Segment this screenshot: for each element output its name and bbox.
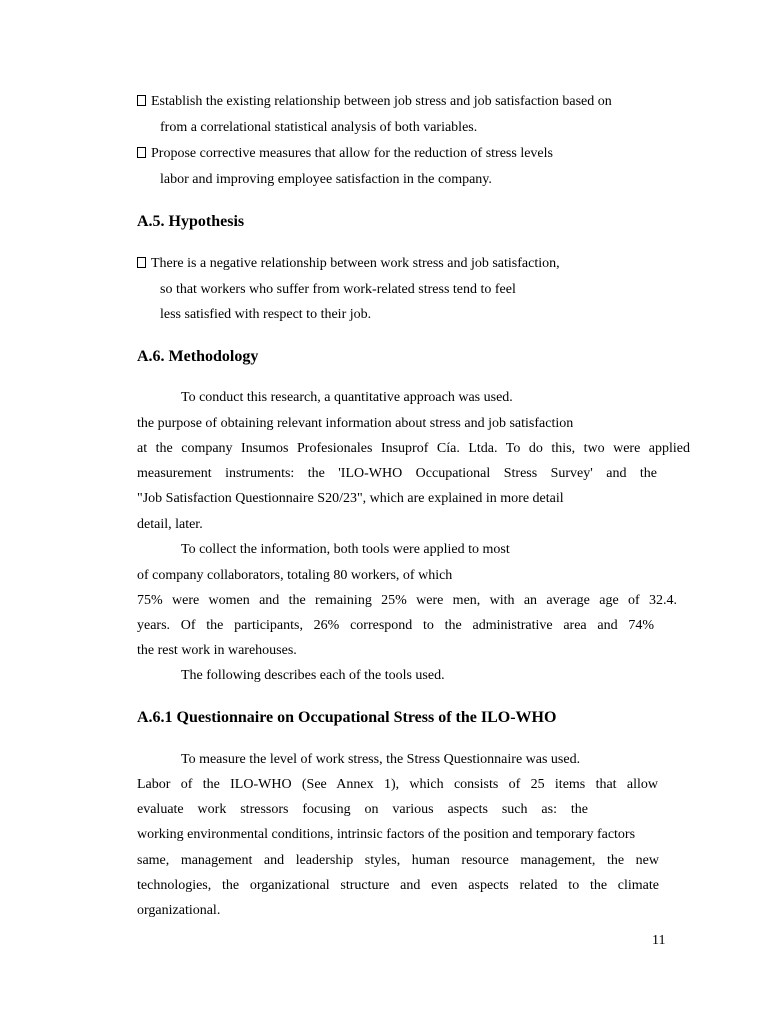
methodology-line: "Job Satisfaction Questionnaire S20/23", which are explained in more detail [137,491,564,506]
hypothesis-line: less satisfied with respect to their job. [160,307,372,322]
methodology-line: the purpose of obtaining relevant information about stress and job satisfaction [137,416,574,431]
hypothesis-line: so that workers who suffer from work-related stress tend to feel [160,282,516,297]
hypothesis-bullet [137,255,560,273]
questionnaire-line: working environmental conditions, intrinsic factors of the position and temporary factors [137,827,636,842]
hypothesis-heading: A.5. Hypothesis [137,213,245,230]
page-number: 11 [652,933,666,948]
questionnaire-line: technologies, the organizational structure and even aspects related to the climate [137,878,659,893]
questionnaire-line: organizational. [137,903,221,918]
methodology-line: The following describes each of the tools used. [181,668,445,683]
questionnaire-line: same, management and leadership styles, human resource management, the new [137,853,659,868]
methodology-heading: A.6. Methodology [137,348,259,365]
bullet-continuation: labor and improving employee satisfaction in the company. [160,172,492,187]
bullet-item [137,93,612,111]
methodology-line: measurement instruments: the 'ILO-WHO Occupational Stress Survey' and the [137,466,657,481]
bullet-continuation: from a correlational statistical analysis of both variables. [160,120,478,135]
bullet-box-icon [137,257,146,268]
methodology-line: To conduct this research, a quantitative approach was used. [181,390,513,405]
methodology-line: years. Of the participants, 26% correspond to the administrative area and 74% [137,618,654,633]
methodology-line: the rest work in warehouses. [137,643,297,658]
questionnaire-heading: A.6.1 Questionnaire on Occupational Stress of the ILO-WHO [137,709,557,726]
questionnaire-line: Labor of the ILO-WHO (See Annex 1), which consists of 25 items that allow [137,777,658,792]
methodology-line: 75% were women and the remaining 25% were men, with an average age of 32.4. [137,593,677,608]
methodology-line: of company collaborators, totaling 80 workers, of which [137,568,453,583]
bullet-text: There is a negative relationship between work stress and job satisfaction, [151,256,560,271]
questionnaire-line: To measure the level of work stress, the Stress Questionnaire was used. [181,752,581,767]
bullet-box-icon [137,95,146,106]
methodology-line: To collect the information, both tools were applied to most [181,542,510,557]
bullet-text: Propose corrective measures that allow for the reduction of stress levels [151,146,553,161]
bullet-box-icon [137,147,146,158]
questionnaire-line: evaluate work stressors focusing on various aspects such as: the [137,802,588,817]
bullet-text: Establish the existing relationship between job stress and job satisfaction based on [151,94,612,109]
methodology-line: detail, later. [137,517,203,532]
methodology-line: at the company Insumos Profesionales Insuprof Cía. Ltda. To do this, two were applied [137,441,690,456]
bullet-item [137,145,553,163]
